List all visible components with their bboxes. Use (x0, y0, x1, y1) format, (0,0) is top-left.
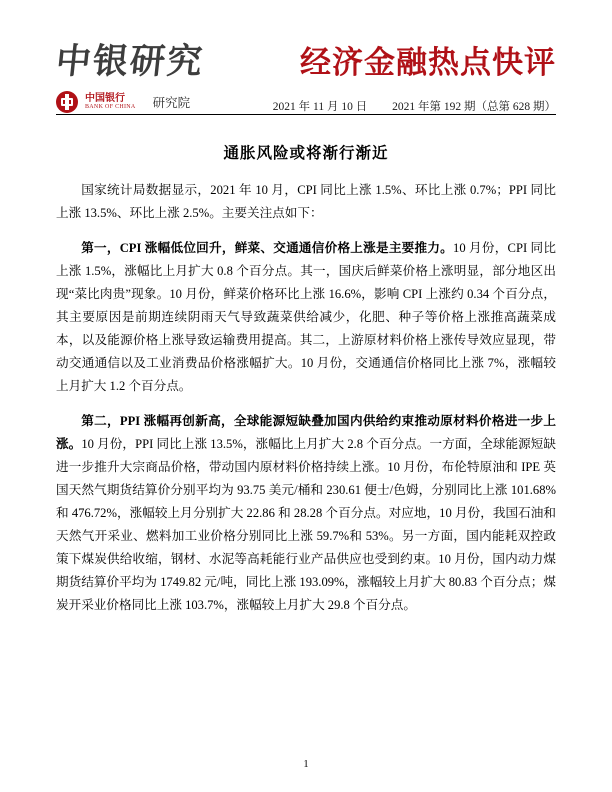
bank-of-china-logo-icon (56, 91, 78, 113)
paragraph-1-text: 国家统计局数据显示，2021 年 10 月，CPI 同比上涨 1.5%、环比上涨 0.7%；PPI 同比上涨 13.5%、环比上涨 2.5%。主要关注点如下： (56, 183, 556, 220)
issue-number: 2021 年第 192 期（总第 628 期） (392, 101, 556, 114)
brand-block (53, 42, 256, 113)
paragraph-3-lead: 第二，PPI 涨幅再创新高，全球能源短缺叠加国内供给约束推动原材料价格进一步上涨。 (56, 414, 556, 452)
bank-name-cn: 中国银行 (85, 92, 125, 104)
document-meta (273, 98, 556, 114)
title-block (273, 46, 556, 114)
institute-label: 研究院 (152, 96, 191, 110)
paragraph-3-text: 10 月份，PPI 同比上涨 13.5%，涨幅比上月扩大 2.8 个百分点。一方面，全球能源短缺进一步推升大宗商品价格，带动国内原材料价格持续上涨。10 月份，布伦特原油和 IPE 英国天然气期货结算价分别平均为 93.75 美元/桶和 230.61 便士/色姆，分别同比上涨 101.68%和 476.72%，涨幅较上月分别扩大 22.86 和 28.28 个百分点。对应地，10 月份，我国石油和天然气开采业、燃料加工业价格分别同比上涨 59.7%和 53%。另一方面，国内能耗双控政策下煤炭供给收缩，钢材、水泥等高耗能行业产品供应也受到约束。10 月份，国内动力煤期货结算价平均为 1749.82 元/吨，同比上涨 193.09%，涨幅较上月扩大 80.83 个百分点；煤炭开采业价格同比上涨 103.7%，涨幅较上月扩大 29.8 个百分点。 (56, 437, 557, 612)
bank-name-block (85, 93, 136, 111)
bank-identity (56, 91, 256, 113)
document-header (53, 0, 556, 114)
document-title: 经济金融热点快评 (300, 45, 556, 80)
paragraph-2 (56, 237, 556, 397)
brand-calligraphy: 中银研究 (53, 42, 207, 81)
paragraph-2-text: 10 月份，CPI 同比上涨 1.5%，涨幅比上月扩大 0.8 个百分点。其一，国庆后鲜菜价格上涨明显，部分地区出现“菜比肉贵”现象。10 月份，鲜菜价格环比上涨 16.6%，影响 CPI 上涨约 0.34 个百分点，其主要原因是前期连续阴雨天气导致蔬菜供给减少，化肥、种子等价格上涨推高蔬菜成本，以及能源价格上涨导致运输费用提高。其二，上游原材料价格上涨传导效应显现，带动交通通信以及工业消费品价格涨幅扩大。10 月份，交通通信价格同比上涨 7%，涨幅较上月扩大 1.2 个百分点。 (56, 241, 556, 393)
page-number: 1 (303, 759, 309, 770)
paragraph-2-lead: 第一，CPI 涨幅低位回升，鲜菜、交通通信价格上涨是主要推力。 (81, 241, 454, 256)
paragraph-3 (56, 410, 556, 616)
bank-name-en: BANK OF CHINA (85, 104, 136, 111)
header-divider (56, 114, 556, 115)
paragraph-1 (56, 179, 556, 225)
publication-date: 2021 年 11 月 10 日 (272, 101, 368, 114)
article-title: 通胀风险或将渐行渐近 (223, 145, 389, 162)
